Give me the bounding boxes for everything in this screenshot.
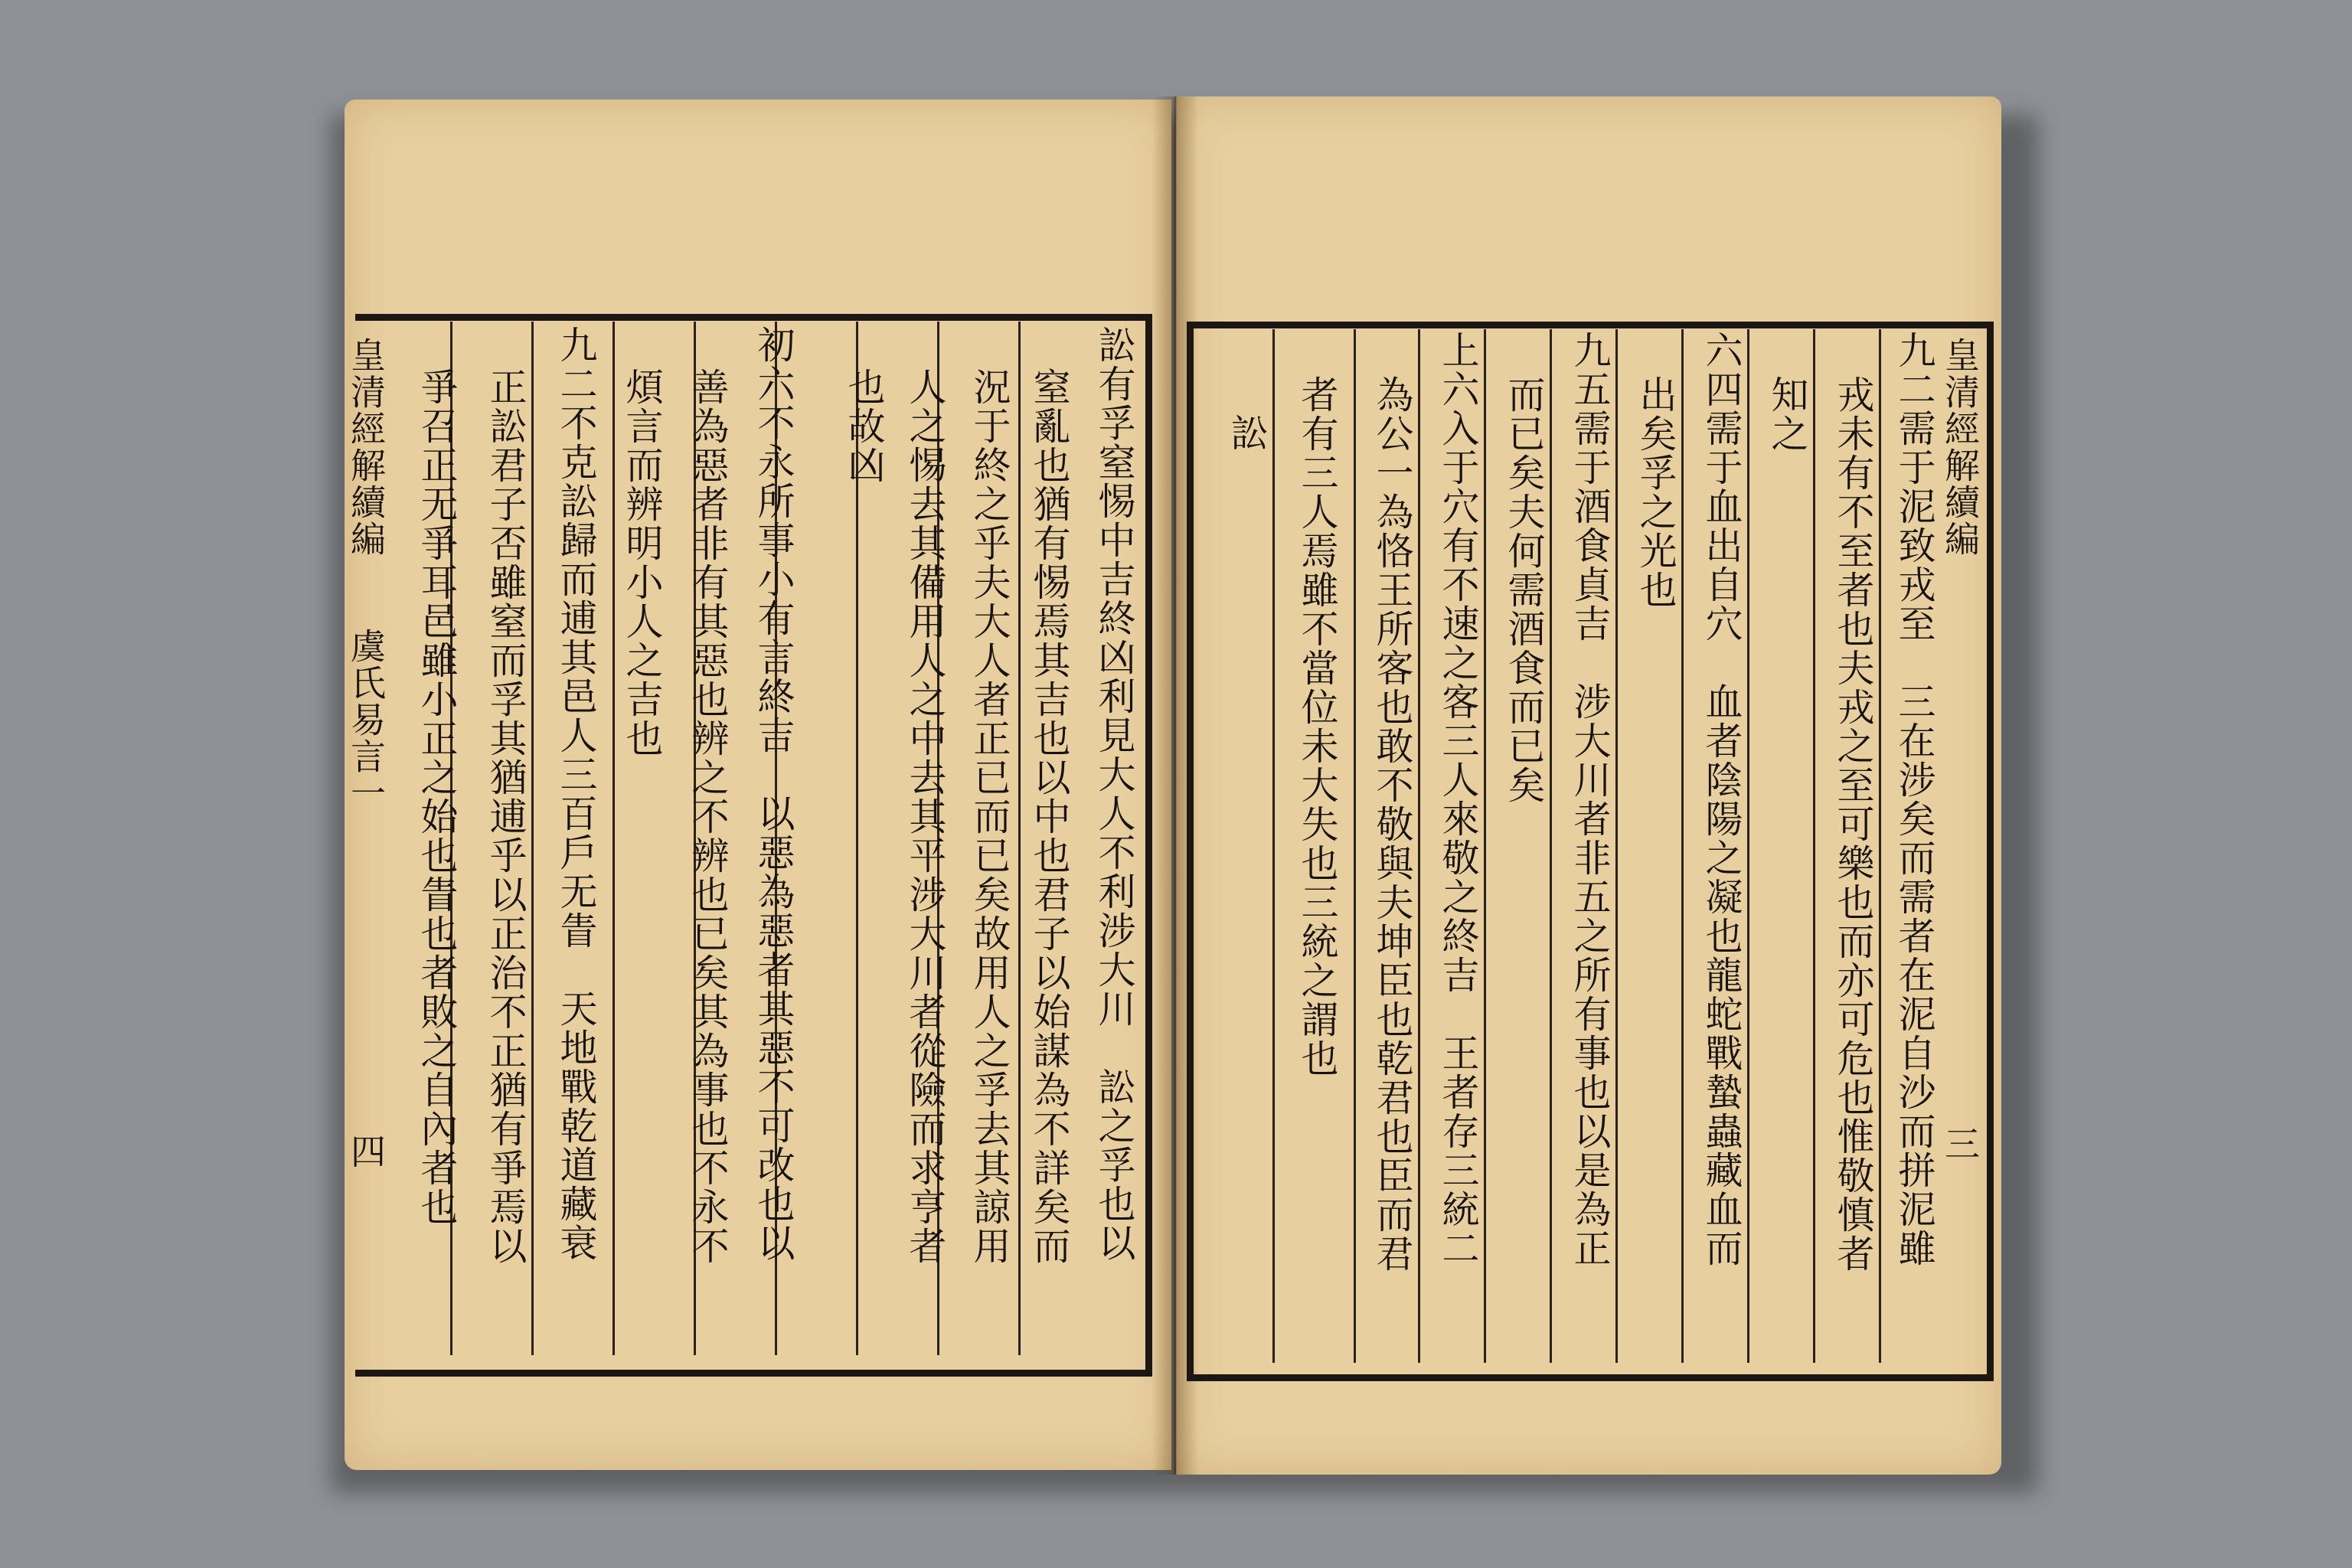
text-column: 九二需于泥致戎至 三在涉矣而需者在泥自沙而拼泥雖 [1893,331,1936,1268]
text-column: 出矣孚之光也 [1634,375,1677,609]
left-margin-title: 皇清經解續編 [345,337,387,557]
column-rule [1747,329,1749,1363]
text-column: 爭召正无爭耳邑雖小正之始也眚也者敗之自內者也 [415,368,459,1227]
text-column: 也故凶 [842,368,886,485]
column-rule [1813,329,1815,1363]
left-folio: 四 [345,1133,387,1170]
text-column: 煩言而辨明小人之吉也 [620,368,664,758]
text-column: 況于終之乎夫大人者正已而已矣故用人之孚去其諒用 [968,368,1011,1266]
text-column: 訟有孚窒惕中吉終凶利見大人不利涉大川 訟之孚也以 [1093,325,1136,1263]
text-column: 九五需于酒食貞吉 涉大川者非五之所有事也以是為正 [1568,331,1612,1268]
column-rule [1879,329,1881,1363]
text-column: 人之惕去其備用人之中去其平涉大川者從險而求亨者 [903,368,947,1266]
column-rule [1615,329,1618,1363]
text-column: 正訟君子否雖窒而孚其猶逋乎以正治不正猶有爭焉以 [484,368,528,1266]
column-rule [1018,322,1021,1355]
text-column: 者有三人焉雖不當位未大失也三統之謂也 [1295,375,1339,1078]
column-rule [1550,329,1552,1363]
column-rule [1681,329,1684,1363]
column-rule [1484,329,1486,1363]
text-column: 九二不克訟歸而逋其邑人三百戶无眚 天地戰乾道藏衰 [554,325,598,1263]
text-column: 戎未有不至者也夫戎之至可樂也而亦可危也惟敬慎者 [1831,375,1875,1273]
column-rule [612,322,615,1355]
left-margin-subtitle: 虞氏易言一 [345,628,387,812]
column-rule [1272,329,1275,1363]
text-column: 而已矣夫何需酒食而已矣 [1502,375,1546,805]
text-column: 為公一為恪王所客也敢不敬與夫坤臣也乾君也臣而君 [1370,375,1414,1273]
text-column: 初六不永所事小有言終吉 以惡為惡者其惡不可改也以 [752,325,795,1263]
text-column: 知之 [1766,375,1809,453]
text-column: 窒亂也猶有惕焉其吉也以中也君子以始謀為不詳矣而 [1027,368,1071,1266]
text-column: 訟 [1225,413,1269,452]
text-column: 上六入于穴有不速之客三人來敬之終吉 王者存三統二 [1436,331,1480,1268]
column-rule [1418,329,1420,1363]
right-folio: 三 [1939,1125,1981,1162]
column-rule [531,322,534,1355]
column-rule [1354,329,1356,1363]
right-margin-title: 皇清經解續編 [1939,337,1981,557]
text-column: 六四需于血出自穴 血者陰陽之凝也龍蛇戰蟄蟲藏血而 [1700,331,1743,1268]
text-column: 善為惡者非有其惡也辨之不辨也已矣其為事也不永不 [686,368,730,1266]
